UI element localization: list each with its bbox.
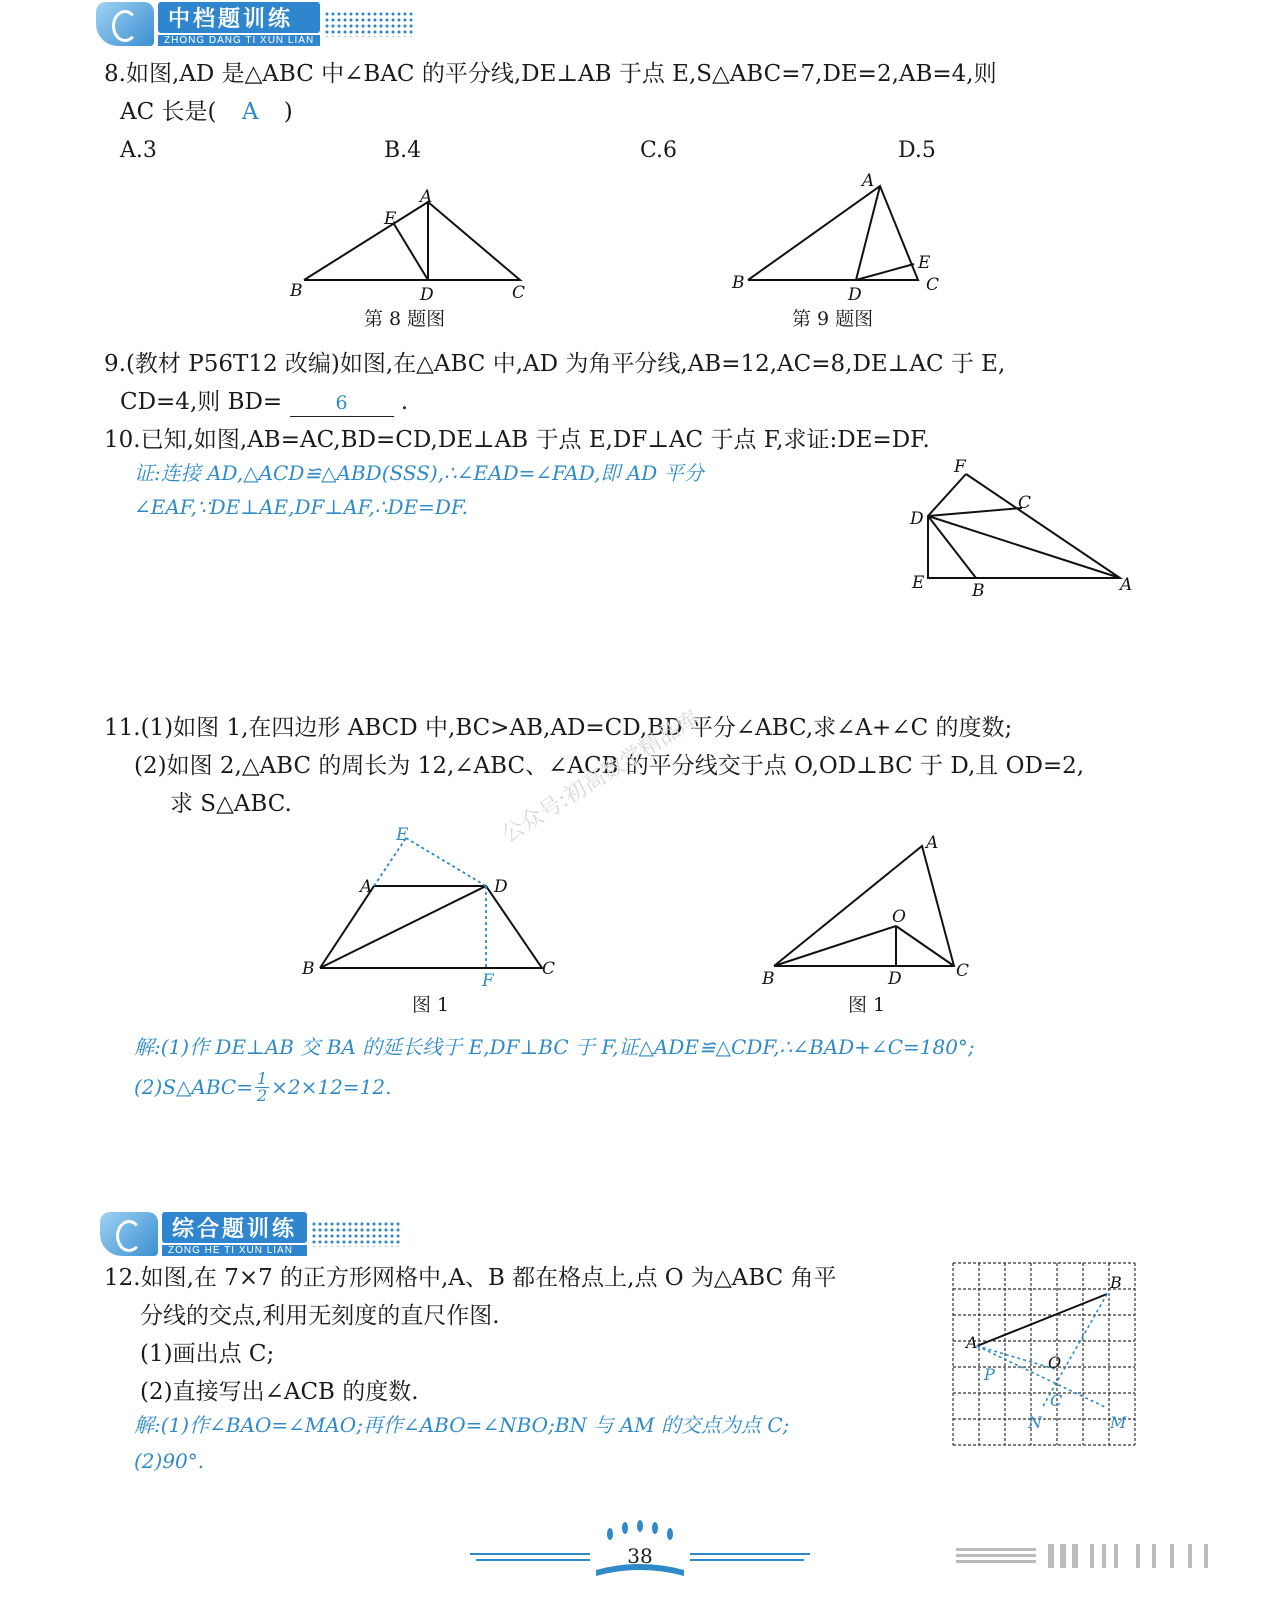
figure-q8 — [280, 188, 540, 308]
svg-text:C: C — [1018, 493, 1032, 513]
decorative-bars — [956, 1540, 1216, 1574]
svg-text:C: C — [542, 959, 556, 979]
q11-line2: (2)如图 2,△ABC 的周长为 12,∠ABC、∠ACB 的平分线交于点 O,OD⊥BC 于 D,且 OD=2, — [134, 753, 1085, 779]
svg-text:O: O — [1048, 1353, 1062, 1372]
svg-text:B: B — [302, 959, 315, 979]
section-pinyin: ZONG HE TI XUN LIAN — [162, 1245, 307, 1256]
mascot-icon — [96, 2, 154, 46]
svg-text:A: A — [862, 171, 875, 191]
q8-text: AC 长是( — [120, 99, 217, 125]
svg-text:E: E — [384, 209, 397, 229]
svg-text:F: F — [954, 457, 966, 477]
dot-pattern — [311, 1221, 401, 1247]
q11-solution-line2 — [134, 1070, 391, 1104]
svg-text:B: B — [732, 273, 745, 293]
q8-line1: 8.如图,AD 是△ABC 中∠BAC 的平分线,DE⊥AB 于点 E,S△ABC=7,DE=2,AB=4,则 — [104, 61, 997, 87]
svg-text:D: D — [888, 969, 902, 989]
svg-text:D: D — [848, 285, 862, 302]
svg-text:C: C — [1050, 1391, 1063, 1410]
figure-q11-2 — [758, 830, 978, 992]
page-footer — [470, 1520, 810, 1580]
svg-text:B: B — [290, 281, 303, 301]
page-number: 38 — [627, 1544, 653, 1568]
svg-text:C: C — [926, 275, 940, 295]
svg-text:C: C — [956, 961, 970, 981]
dot-pattern — [324, 11, 414, 37]
svg-text:D: D — [910, 509, 924, 529]
figure-q10 — [904, 456, 1144, 598]
svg-text:E: E — [396, 825, 409, 845]
q8-paren: ) — [283, 99, 293, 125]
svg-text:B: B — [1110, 1273, 1122, 1292]
q12-line4: (2)直接写出∠ACB 的度数. — [140, 1379, 419, 1405]
q8-line2 — [120, 94, 293, 130]
svg-text:E: E — [912, 573, 925, 593]
svg-text:A: A — [360, 877, 373, 897]
q9-period: . — [400, 389, 409, 415]
svg-text:N: N — [1028, 1413, 1042, 1432]
q11-figure2-caption: 图 1 — [848, 994, 886, 1016]
section-title: 综合题训练 — [162, 1212, 307, 1243]
q9-line1: 9.(教材 P56T12 改编)如图,在△ABC 中,AD 为角平分线,AB=12,AC=8,DE⊥AC 于 E, — [104, 351, 1006, 377]
svg-text:M: M — [1110, 1413, 1127, 1432]
svg-text:D: D — [494, 877, 508, 897]
q11-figure1-caption: 图 1 — [412, 994, 450, 1016]
q12-line3: (1)画出点 C; — [140, 1341, 275, 1367]
q10-line1: 10.已知,如图,AB=AC,BD=CD,DE⊥AB 于点 E,DF⊥AC 于点 F,求证:DE=DF. — [104, 427, 930, 453]
q12-solution-line2: (2)90°. — [134, 1449, 205, 1473]
svg-text:A: A — [966, 1333, 978, 1352]
section-title: 中档题训练 — [158, 2, 320, 33]
q12-solution-line1: 解:(1)作∠BAO=∠MAO;再作∠ABO=∠NBO;BN 与 AM 的交点为点 C; — [134, 1413, 790, 1437]
q10-solution-line1: 证:连接 AD,△ACD≌△ABD(SSS),∴∠EAD=∠FAD,即 AD 平分 — [134, 461, 704, 485]
q8-option-c: C.6 — [640, 138, 678, 163]
svg-text:E: E — [918, 253, 931, 273]
svg-text:O: O — [892, 907, 906, 927]
q8-option-b: B.4 — [384, 138, 422, 163]
figure-q11-1 — [296, 822, 566, 992]
q11-line3: 求 S△ABC. — [170, 791, 292, 817]
q8-option-d: D.5 — [898, 138, 936, 163]
q9-answer-blank: 6 — [290, 390, 394, 417]
svg-text:A: A — [1120, 575, 1133, 595]
q8-option-a: A.3 — [120, 138, 157, 163]
watermark: 公众号:初高数学精品库 — [497, 706, 704, 849]
figure-q12-grid — [948, 1258, 1142, 1448]
q9-figure-caption: 第 9 题图 — [792, 308, 874, 330]
q8-answer: A — [241, 99, 259, 125]
q8-figure-caption: 第 8 题图 — [364, 308, 446, 330]
figure-q9 — [728, 170, 948, 302]
q12-line1: 12.如图,在 7×7 的正方形网格中,A、B 都在格点上,点 O 为△ABC 角平 — [104, 1265, 837, 1291]
q9-text: CD=4,则 BD= — [120, 389, 283, 415]
q11-sol2-result: ×2×12=12. — [271, 1075, 392, 1099]
svg-text:P: P — [984, 1365, 995, 1384]
section-banner-mid — [96, 2, 414, 46]
fraction-denominator: 2 — [256, 1085, 268, 1105]
svg-text:C: C — [512, 283, 526, 303]
q9-line2 — [120, 384, 408, 420]
mascot-icon — [100, 1212, 158, 1256]
svg-text:D: D — [420, 285, 434, 305]
svg-text:A: A — [420, 188, 433, 207]
q10-solution-line2: ∠EAF,∵DE⊥AE,DF⊥AF,∴DE=DF. — [134, 495, 469, 519]
svg-text:A: A — [926, 833, 939, 853]
svg-text:B: B — [972, 581, 985, 598]
section-pinyin: ZHONG DANG TI XUN LIAN — [158, 35, 320, 46]
q11-line1: 11.(1)如图 1,在四边形 ABCD 中,BC>AB,AD=CD,BD 平分∠ABC,求∠A+∠C 的度数; — [104, 715, 1013, 741]
fraction-half — [255, 1068, 269, 1105]
section-banner-comprehensive — [100, 1212, 401, 1256]
svg-text:F: F — [482, 971, 494, 991]
q12-line2: 分线的交点,利用无刻度的直尺作图. — [140, 1303, 500, 1329]
fraction-numerator: 1 — [256, 1068, 268, 1088]
q11-sol2-text: (2)S△ABC= — [134, 1075, 253, 1099]
q11-solution-line1: 解:(1)作 DE⊥AB 交 BA 的延长线于 E,DF⊥BC 于 F,证△ADE≌△CDF,∴∠BAD+∠C=180°; — [134, 1035, 975, 1059]
svg-text:B: B — [762, 969, 775, 989]
